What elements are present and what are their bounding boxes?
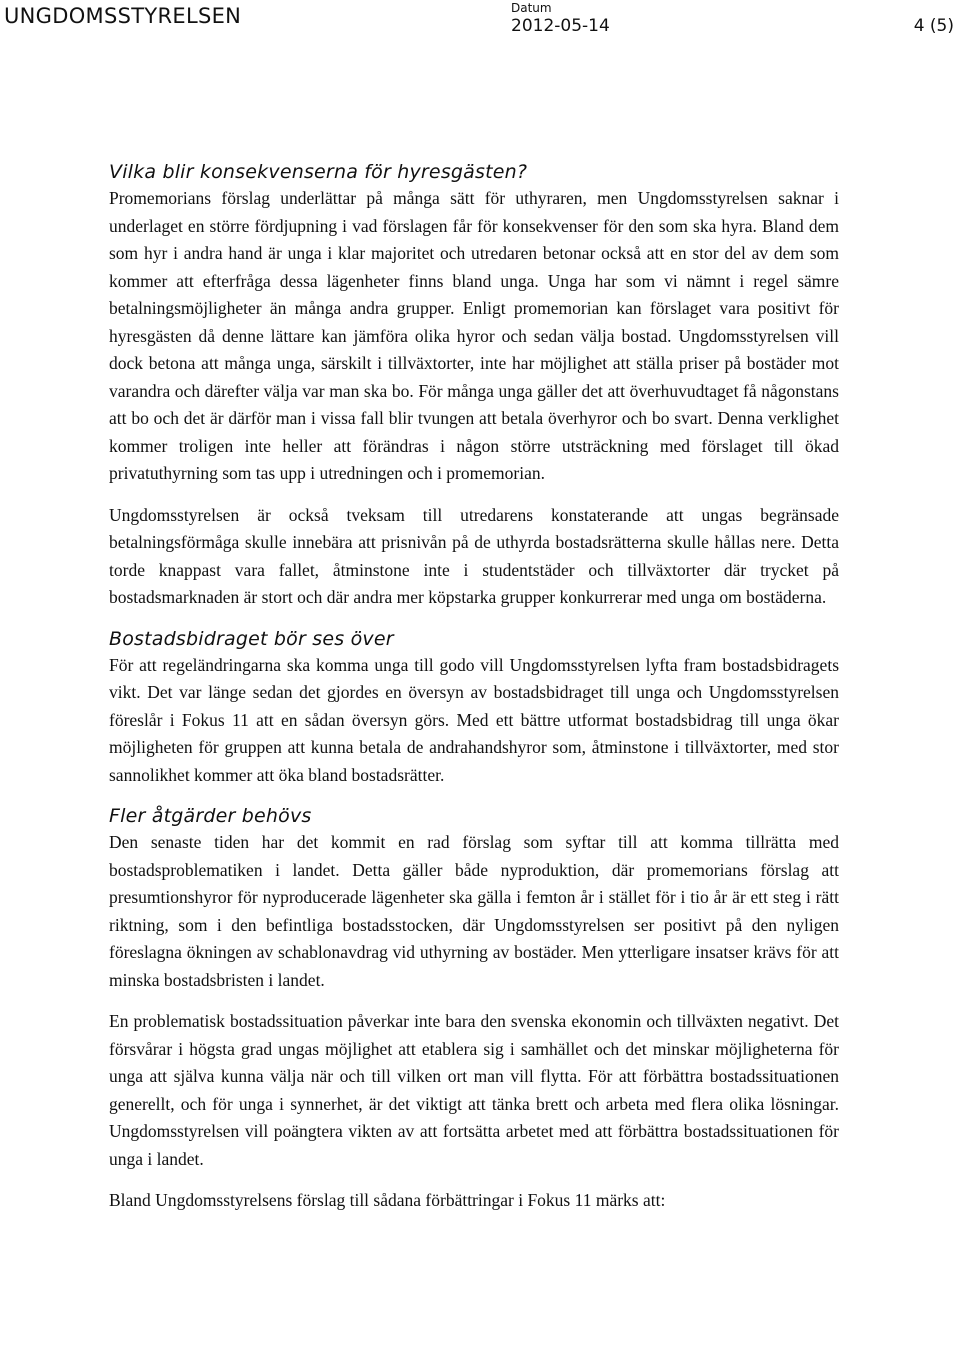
paragraph: För att regeländringarna ska komma unga till godo vill Ungdomsstyrelsen lyfta fram bostadsbidragets vikt. Det var länge sedan det gjordes en översyn av bostadsbidraget till unga och Ungdomsstyrelsen föreslår i Fokus 11 att en sådan översyn görs. Med ett bättre utformat bostadsbidrag till unga ökar möjligheten för gruppen att kunna betala de andrahandshyror som, åtminstone i tillväxtorter, med stor sannolikhet kommer att öka bland bostadsrätter. <box>109 654 839 785</box>
section-heading: Bostadsbidraget bör ses över <box>109 627 394 650</box>
document-body <box>109 155 839 1229</box>
section-consequences <box>109 159 839 612</box>
date-value: 2012-05-14 <box>511 16 610 36</box>
section-more-measures <box>109 803 839 1215</box>
paragraph: Bland Ungdomsstyrelsens förslag till sådana förbättringar i Fokus 11 märks att: <box>109 1190 666 1210</box>
date-label: Datum <box>511 1 552 15</box>
paragraph: Den senaste tiden har det kommit en rad förslag som syftar till att komma tillrätta med bostadsproblematiken i landet. Detta gäller både nyproduktion, där promemorians förslag att presumtionshyror för nyproducerade lägenheter ska gälla i femton år i stället för i tio år är ett steg i rätt riktning, som i den befintliga bostadsstocken, där Ungdomsstyrelsen ser positivt på den nyligen föreslagna ökningen av schablonavdrag vid uthyrning av bostäder. Men ytterligare insatser krävs för att minska bostadsbristen i landet. <box>109 832 839 990</box>
page-header <box>0 0 960 60</box>
paragraph: En problematisk bostadssituation påverkar inte bara den svenska ekonomin och tillväxten negativt. Det försvårar i högsta grad ungas möjlighet att etablera sig i samhället och det minskar möjligheterna för unga att själva kunna välja när och till vilken ort man vill flytta. För att förbättra bostadssituationen generellt, och för unga i synnerhet, är det viktigt att tänka brett och arbeta med flera olika lösningar. Ungdomsstyrelsen vill poängtera vikten av att fortsätta arbetet med att förbättra bostadssituationen för unga i landet. <box>109 1011 839 1169</box>
paragraph: Ungdomsstyrelsen är också tveksam till utredarens konstaterande att ungas begränsade betalningsförmåga skulle innebära att prisnivån på de uthyrda bostadsrätterna skulle hållas nere. Detta torde knappast vara fallet, åtminstone inte i studentstäder och tillväxtorter där trycket på bostadsmarknaden är stort och där andra mer köpstarka grupper konkurrerar med unga om bostäderna. <box>109 504 839 607</box>
paragraph: Promemorians förslag underlättar på många sätt för uthyraren, men Ungdomsstyrelsen saknar i underlaget en större fördjupning i vad förslagen får för konsekvenser för den som ska hyra. Bland dem som hyr i andra hand är unga i klar majoritet och utredaren betonar också att en stor del av dem som kommer att efterfråga dessa lägenheter finns bland unga. Unga har som vi nämnt i regel sämre betalningsmöjligheter än många andra grupper. Enligt promemorian kan förslaget vara positivt för hyresgästen då denne lättare kan jämföra olika hyror och sedan välja bostad. Ungdomsstyrelsen vill dock betona att många unga, särskilt i tillväxtorter, inte har möjlighet att ställa priser på bostäder mot varandra och därefter välja var man ska bo. För många unga gäller det att överhuvudtaget få någonstans att bo och det är därför man i vissa fall blir tvungen att betala överhyror och bo svart. Denna verklighet kommer troligen inte heller att förändras i någon större utsträckning med förslaget till ökad privatuthyrning som tas upp i utredningen och i promemorian. <box>109 188 839 483</box>
section-housing-allowance <box>109 626 839 790</box>
section-heading: Vilka blir konsekvenserna för hyresgästen? <box>109 161 528 183</box>
organization-name: UNGDOMSSTYRELSEN <box>4 4 242 28</box>
section-heading: Fler åtgärder behövs <box>109 805 312 827</box>
page-number: 4 (5) <box>913 16 954 36</box>
